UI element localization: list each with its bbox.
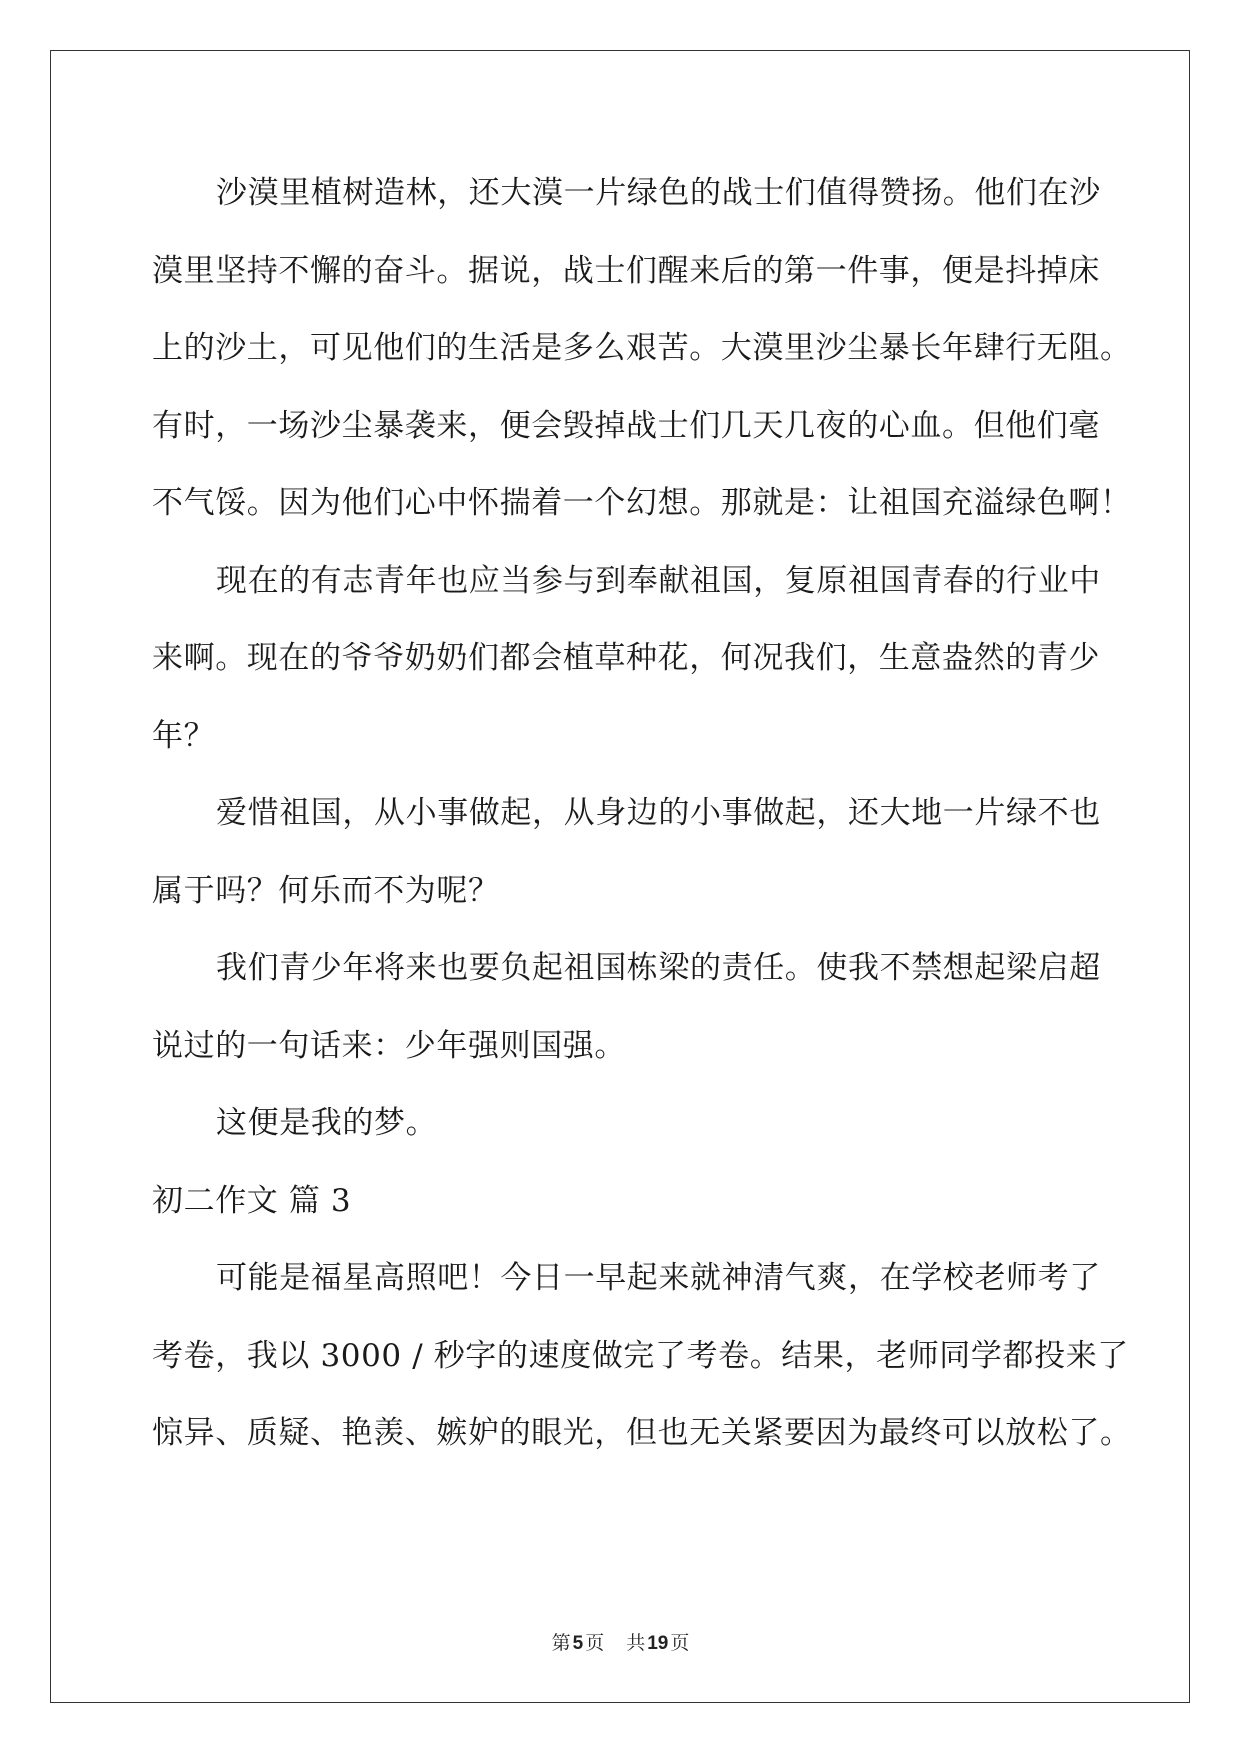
text-line: 漠里坚持不懈的奋斗。据说，战士们醒来后的第一件事，便是抖掉床 <box>152 252 1100 289</box>
paragraph-2 <box>152 543 1101 776</box>
text-line: 考卷，我以 3000 / 秒字的速度做完了考卷。结果，老师同学都投来了 <box>152 1337 1129 1374</box>
text-line: 我们青少年将来也要负起祖国栋梁的责任。使我不禁想起梁启超 <box>216 950 1101 986</box>
text-line: 年？ <box>152 717 216 754</box>
text-line: 现在的有志青年也应当参与到奉献祖国，复原祖国青春的行业中 <box>216 562 1101 599</box>
paragraph-4 <box>152 930 1101 1085</box>
section-title: 初二作文 篇 3 <box>152 1182 352 1219</box>
text-line: 说过的一句话来：少年强则国强。 <box>152 1027 626 1064</box>
page-number-prefix: 第 <box>551 1632 571 1654</box>
section-heading <box>152 1163 1092 1241</box>
text-line: 来啊。现在的爷爷奶奶们都会植草种花，何况我们，生意盎然的青少 <box>152 640 1100 676</box>
paragraph-5 <box>152 1085 1092 1163</box>
total-pages-number: 19 <box>647 1633 669 1654</box>
paragraph-3 <box>152 775 1101 930</box>
document-body <box>152 155 1132 1473</box>
current-page-number: 5 <box>572 1633 584 1654</box>
total-pages-prefix: 共 <box>626 1632 646 1654</box>
text-line: 沙漠里植树造林，还大漠一片绿色的战士们值得赞扬。他们在沙 <box>216 175 1101 211</box>
paragraph-6 <box>152 1240 1132 1473</box>
total-pages-suffix: 页 <box>670 1632 690 1654</box>
text-line: 不气馁。因为他们心中怀揣着一个幻想。那就是：让祖国充溢绿色啊！ <box>152 485 1132 521</box>
text-line: 爱惜祖国，从小事做起，从身边的小事做起，还大地一片绿不也 <box>216 795 1101 831</box>
text-line: 可能是福星高照吧！今日一早起来就神清气爽，在学校老师考了 <box>216 1260 1101 1296</box>
text-line: 这便是我的梦。 <box>216 1105 438 1141</box>
text-line: 属于吗？何乐而不为呢？ <box>152 872 500 909</box>
page-footer <box>0 1628 1241 1655</box>
text-line: 上的沙土，可见他们的生活是多么艰苦。大漠里沙尘暴长年肆行无阻。 <box>152 330 1132 366</box>
text-line: 有时，一场沙尘暴袭来，便会毁掉战士们几天几夜的心血。但他们毫 <box>152 407 1100 444</box>
text-line: 惊异、质疑、艳羡、嫉妒的眼光，但也无关紧要因为最终可以放松了。 <box>152 1415 1132 1451</box>
page-number-suffix: 页 <box>585 1632 605 1654</box>
paragraph-1 <box>152 155 1132 543</box>
